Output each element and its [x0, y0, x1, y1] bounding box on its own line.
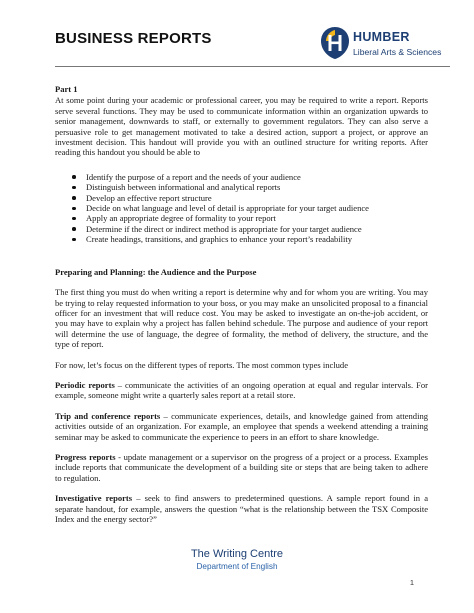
report-type-trip — [55, 411, 428, 442]
report-type-description: – seek to find answers to predetermined questions. A sample report found in a separate handout, for example, answers the question “what is the relationship between the TSX Composite Index and the energy sector?” — [55, 493, 428, 524]
page-footer — [0, 548, 474, 572]
list-item: Determine if the direct or indirect method is appropriate for your target audience — [86, 224, 428, 234]
planning-paragraph: The first thing you must do when writing a report is determine why and for whom you are writing. You may be trying to relay requested information to your boss, or you may make an unsolicited proposal to a financial officer for an investment that will reduce cost. You may be asked to investigate an on-the-job accident, or you may have to explain why a project has fallen behind schedule. The purpose and audience of your report will determine the use of language, the degree of formality, the method of delivery, the structure, and the type of report. — [55, 287, 428, 350]
humber-h-seal-icon — [320, 26, 350, 60]
report-type-description: – communicate the activities of an ongoing operation at equal and regular intervals. For example, someone might write a quarterly sales report at a retail store. — [55, 379, 428, 401]
report-type-description: – communicate experiences, details, and knowledge gained from attending activities outside of an organization. For example, an employee that spends a weekend attending a training seminar may be asked to communicate the experience to peers in an effort to share knowledge. — [55, 410, 428, 442]
report-type-description: - update management or a supervisor on the progress of a project or a process. Examples include reports that communicate the development of a building site or steps that are being taken to adhere to regulation. — [55, 451, 428, 483]
logo-subtitle: Liberal Arts & Sciences — [353, 47, 442, 57]
report-type-investigative — [55, 493, 428, 524]
document-title: BUSINESS REPORTS — [55, 30, 212, 47]
list-item: Identify the purpose of a report and the needs of your audience — [86, 172, 428, 182]
page-number: 1 — [409, 578, 414, 587]
intro-paragraph: At some point during your academic or professional career, you may be required to write a report. Reports serve several functions. They may be used to communicate information within an organization upwards to senior management, downwards to staff, or externally to government regulators. They can also serve a persuasive role to get management motivated to take a desired action, support a project, or approve an investment decision. This handout will provide you with an outlined structure for writing reports. After reading this handout you should be able to — [55, 95, 428, 158]
types-intro-paragraph: For now, let’s focus on the different types of reports. The most common types include — [55, 359, 348, 370]
report-type-term: Investigative reports — [55, 493, 133, 504]
document-body — [55, 84, 428, 534]
list-item: Create headings, transitions, and graphics to enhance your report’s readability — [86, 234, 428, 244]
list-item: Decide on what language and level of detail is appropriate for your target audience — [86, 203, 428, 213]
list-item: Develop an effective report structure — [86, 193, 428, 203]
header-divider — [55, 66, 450, 67]
list-item: Apply an appropriate degree of formality to your report — [86, 213, 428, 223]
report-type-periodic — [55, 380, 428, 401]
report-type-term: Periodic reports — [55, 379, 115, 390]
report-type-term: Progress reports — [55, 451, 116, 462]
section-heading: Preparing and Planning: the Audience and the Purpose — [55, 266, 257, 277]
learning-outcomes-list — [55, 172, 428, 245]
report-type-term: Trip and conference reports — [55, 410, 161, 421]
page-header — [55, 26, 450, 78]
report-type-progress — [55, 452, 428, 483]
humber-logo — [320, 26, 450, 66]
footer-centre-name: The Writing Centre — [190, 548, 284, 560]
list-item: Distinguish between informational and analytical reports — [86, 182, 428, 192]
footer-department: Department of English — [196, 562, 278, 571]
logo-name: HUMBER — [353, 30, 410, 44]
part-heading: Part 1 — [55, 84, 78, 94]
